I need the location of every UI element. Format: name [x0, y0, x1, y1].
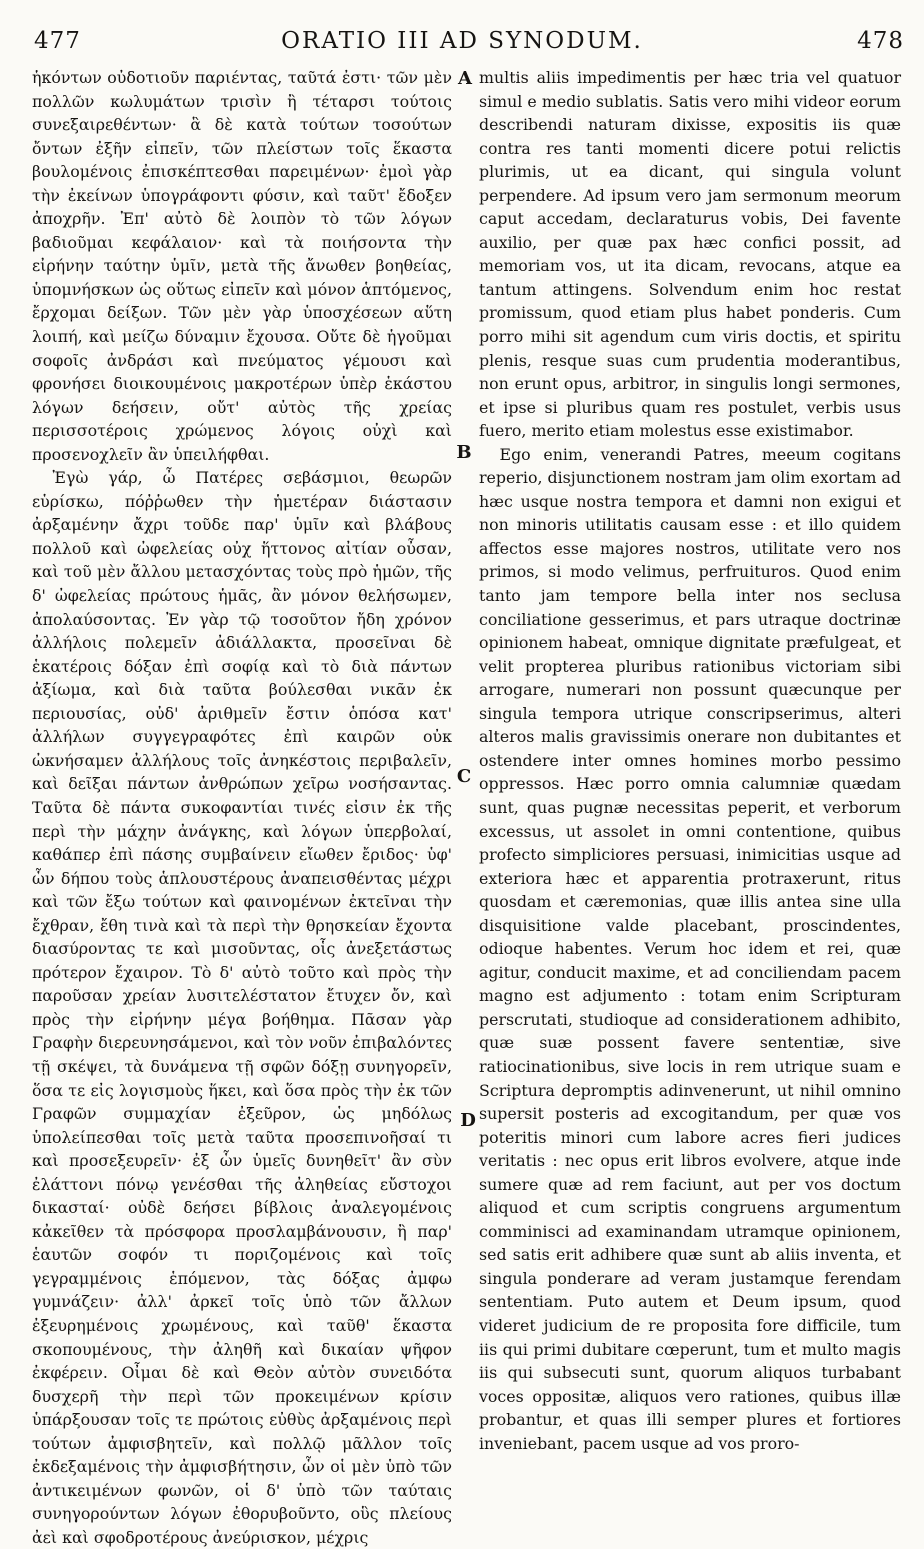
latin-paragraph-2: Ego enim, venerandi Patres, meeum cogitans reperio, disjunctionem nostram jam olim exortam ad hæc usque nostra tempora et damni non exigui et non minoris utilitatis causam esse : et illo quidem affectos esse majores nostros, utilitate vero nos primos, si modo velimus, perfruituros. Quod enim tanto jam tempore bella inter nos seclusa conciliatione gesserimus, et pars utraque doctrinæ opinionem habeat, omnique dignitate præfulgeat, et velit propterea pluribus rationibus victoriam sibi arrogare, numerari non possunt quæcunque per singula tempora utrique conscripserimus, alteri alteros malis gravissimis onerare non dubitantes et ostendere inter omnes homines morbo pessimo oppressos. Hæc porro omnia calumniæ quædam sunt, quas pugnæ necessitas peperit, et verborum excessus, ut assolet in omni contentione, quibus profecto simpliciores persuasi, inimicitias usque ad exteriora hæc et apparentia protraxerunt, ritus quosdam et cæremonias, quæ illis antea sine ulla disquisitione valde placebant, proscindentes, odioque habentes. Verum hoc idem et rei, quæ agitur, conducit maxime, et ad conciliendam pacem magno est adjumento : totam enim Scripturam perscrutati, studioque ad considerationem adhibito, quæ suæ possent favere sententiæ, sive ratiocinationibus, sive locis in rem utrique suam e Scriptura depromptis adinvenerunt, ut nihil omnino supersit posteris ad excogitandum, per quæ vos poteritis minori cum labore acres fieri judices veritatis : nec opus erit libros evolvere, atque inde sumere quæ ad rem faciunt, aut per vos doctum aliquod et cum scriptis congruens argumentum comminisci ad examinandam utramque opinionem, sed satis erit adhibere quæ sunt ab aliis inventa, et singula ponderare ad veram justamque ferendam sententiam. Puto autem et Deum ipsum, quod videret judicium de re proposita fore difficile, tum iis qui primi dubitare cœperunt, tum et multo magis iis qui subsecuti sunt, quorum aliquos turbabant voces oppositæ, aliquos vero rationes, quibus illæ probantur, et quas illi semper plures et fortiores inveniebant, pacem usque ad vos proro-	[479, 444, 901, 1453]
greek-column	[32, 66, 452, 1547]
section-marker-d: D	[460, 1110, 476, 1131]
section-marker-a: A	[458, 68, 472, 89]
page-number-left: 477	[34, 28, 81, 54]
latin-paragraph-1: multis aliis impedimentis per hæc tria vel quatuor simul e medio sublatis. Satis vero mihi videor eorum describendi naturam dixisse, expositis iis quæ contra res tanti momenti dicere potui relictis plurimis, ut ea dicant, qui singula volunt perpendere. Ad ipsum vero jam sermonum meorum caput accedam, declaraturus vobis, Dei favente auxilio, per quæ pax hæc confici possit, ad memoriam vos, ut ita dicam, revocans, atque ea tantum attingens. Solvendum enim hoc restat promissum, quod etiam plus habet ponderis. Cum porro mihi sit agendum cum viris doctis, et spiritu plenis, resque suas cum prudentia moderantibus, non erunt opus, arbitror, in singulis longi sermones, et ipse si pluribus quam res postulet, verbis usus fuero, merito etiam molestus esse existimabor.	[479, 68, 901, 441]
section-marker-c: C	[456, 766, 472, 787]
running-title: ORATIO III AD SYNODUM.	[281, 28, 643, 54]
latin-column	[479, 66, 901, 1531]
section-marker-b: B	[456, 442, 472, 463]
page-header	[0, 24, 924, 64]
page-number-right: 478	[857, 28, 904, 54]
greek-paragraph-1: ἡκόντων οὐδοτιοῦν παριέντας, ταῦτά ἐστι· τῶν μὲν πολλῶν κωλυμάτων τρισὶν ἢ τέταρσι τούτοις συνεξαιρεθέντων· ἃ δὲ κατὰ τούτων τοσούτων ὄντων ἐξῆν εἰπεῖν, τῶν πλείστων τοῖς ἕκαστα βουλομένοις ἐπισκέπτεσθαι παρειμένων· ἐμοὶ γὰρ τὴν ἐκείνων ὑπογράφοντι φύσιν, καὶ ταῦτ' ἔδοξεν ἀποχρῆν. Ἐπ' αὐτὸ δὲ λοιπὸν τὸ τῶν λόγων βαδιοῦμαι κεφάλαιον· καὶ τὰ ποιήσοντα τὴν εἰρήνην ταύτην ὑμῖν, μετὰ τῆς ἄνωθεν βοηθείας, ὑπομνήσκων ὡς οὕτως εἰπεῖν καὶ μόνον ἁπτόμενος, ἔρχομαι δείξων. Τῶν μὲν γὰρ ὑποσχέσεων αὕτη λοιπή, καὶ μείζω δύναμιν ἔχουσα. Οὔτε δὲ ἡγοῦμαι σοφοῖς ἀνδράσι καὶ πνεύματος γέμουσι καὶ φρονήσει διοικουμένοις μακροτέρων ὑπὲρ ἑκάστου λόγων δεήσειν, οὔτ' αὐτὸς τῆς χρείας περισσοτέροις χρώμενος λόγοις οὐχὶ καὶ προσενοχλεῖν ἂν ὑπειλήφθαι.	[32, 68, 452, 464]
greek-paragraph-2: Ἐγὼ γάρ, ὦ Πατέρες σεβάσμιοι, θεωρῶν εὑρίσκω, πόῤῥωθεν τὴν ἡμετέραν διάστασιν ἀρξαμένην ἄχρι τοῦδε παρ' ὑμῖν καὶ βλάβους πολλοῦ καὶ ὠφελείας οὐχ ἥττονος αἰτίαν οὖσαν, καὶ τοῦ μὲν ἄλλου μετασχόντας τοὺς πρὸ ἡμῶν, τῆς δ' ὠφελείας πρώτους ἡμᾶς, ἂν μόνον θελήσωμεν, ἀπολαύσοντας. Ἐν γὰρ τῷ τοσοῦτον ἤδη χρόνον ἀλλήλοις πολεμεῖν ἀδιάλλακτα, προσεῖναι δὲ ἑκατέροις δόξαν ἐπὶ σοφίᾳ καὶ τὸ διὰ πάντων ἀξίωμα, καὶ διὰ ταῦτα βούλεσθαι νικᾶν ἐκ περιουσίας, οὐδ' ἀριθμεῖν ἔστιν ὁπόσα κατ' ἀλλήλων συγγεγραφότες ἐπὶ καιρῶν οὐκ ὠκνήσαμεν ἀλλήλους τοῖς ἀνηκέστοις περιβαλεῖν, καὶ δεῖξαι πάντων ἀνθρώπων χεῖρω νοσήσαντας. Ταῦτα δὲ πάντα συκοφαντίαι τινές εἰσιν ἐκ τῆς περὶ τὴν μάχην ἀνάγκης, καὶ λόγων ὑπερβολαί, καθάπερ ἐπὶ πάσης συμβαίνειν εἴωθεν ἔριδος· ὑφ' ὧν δήπου τοὺς ἁπλουστέρους ἀναπεισθέντας μέχρι καὶ τῶν ἔξω τούτων καὶ φαινομένων ἐκτεῖναι τὴν ἔχθραν, ἔθη τινὰ καὶ τὰ περὶ τὴν θρησκείαν ἔχοντα διασύροντας τε καὶ μισοῦντας, οἷς ἀνεξετάστως πρότερον ἔχαιρον. Τὸ δ' αὐτὸ τοῦτο καὶ πρὸς τὴν παροῦσαν χρείαν λυσιτελέστατον ἔτυχεν ὄν, καὶ πρὸς τὴν εἰρήνην μέγα βοήθημα. Πᾶσαν γὰρ Γραφὴν διερευνησάμενοι, καὶ τὸν νοῦν ἐπιβαλόντες τῇ σκέψει, τὰ δυνάμενα τῇ σφῶν δόξῃ συνηγορεῖν, ὅσα τε εἰς λογισμοὺς ἥκει, καὶ ὅσα πρὸς τὴν ἐκ τῶν Γραφῶν συμμαχίαν ἐξεῦρον, ὡς μηδόλως ὑπολείπεσθαι τοῖς μετὰ ταῦτα προσεπινοῆσαί τι καὶ προσεξευρεῖν· ἐξ ὧν ὑμεῖς δυνηθεῖτ' ἂν σὺν ἐλάττονι πόνῳ γενέσθαι τῆς ἀληθείας εὔστοχοι δικασταί· οὐδὲ δεήσει βίβλοις ἀναλεγομένοις κἀκεῖθεν τὰ πρόσφορα προσλαμβάνουσιν, ἢ παρ' ἑαυτῶν σοφόν τι ποριζομένοις καὶ τοῖς γεγραμμένοις ἑπόμενον, τὰς δόξας ἀμφω γυμνάζειν· ἀλλ' ἀρκεῖ τοῖς ὑπὸ τῶν ἄλλων ἐξευρημένοις χρωμένους, καὶ ταῦθ' ἕκαστα σκοπουμένους, τὴν ἀληθῆ καὶ δικαίαν ψῆφον ἐκφέρειν. Οἶμαι δὲ καὶ Θεὸν αὐτὸν συνειδότα δυσχερῆ τὴν περὶ τῶν προκειμένων κρίσιν ὑπάρξουσαν τοῖς τε πρώτοις εὐθὺς ἀρξαμένοις περὶ τούτων ἀμφισβητεῖν, καὶ πολλῷ μᾶλλον τοῖς ἐκδεξαμένοις τὴν ἀμφισβήτησιν, ὧν οἱ μὲν ὑπὸ τῶν ἀντικειμένων φωνῶν, οἱ δ' ὑπὸ τῶν ταύταις συνηγορούντων λόγων ἐθορυβοῦντο, οὓς πλείους ἀεὶ καὶ σφοδροτέρους ἀνεύρισκον, μέχρις	[32, 468, 452, 1547]
